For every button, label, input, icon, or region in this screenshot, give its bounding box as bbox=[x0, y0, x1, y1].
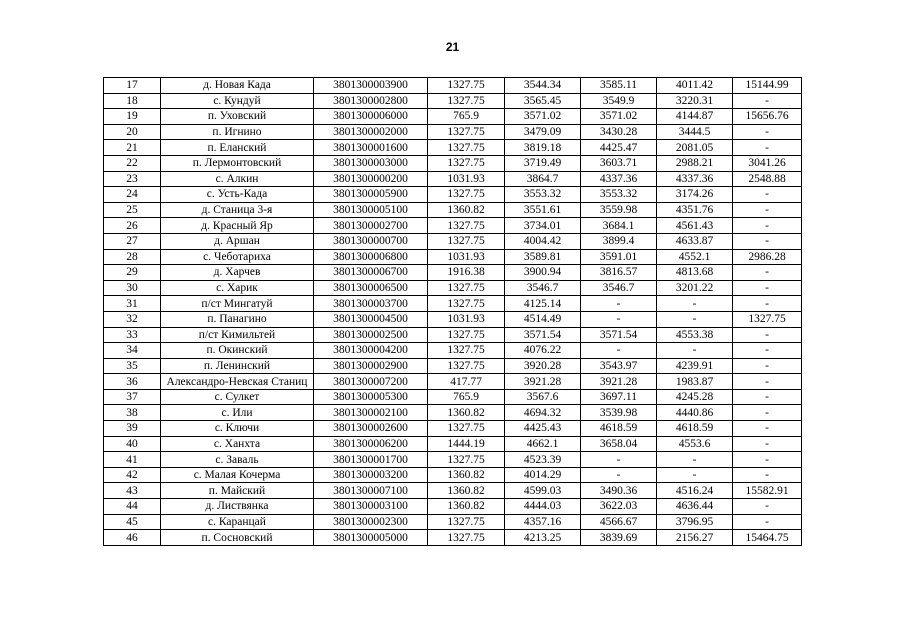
value-cell-4: - bbox=[657, 311, 733, 327]
row-number-cell: 39 bbox=[104, 421, 161, 437]
value-cell-5: - bbox=[733, 187, 802, 203]
value-cell-1: 1327.75 bbox=[428, 140, 505, 156]
settlement-name-cell: с. Ключи bbox=[161, 421, 314, 437]
row-number-cell: 27 bbox=[104, 233, 161, 249]
value-cell-2: 3567.6 bbox=[505, 389, 581, 405]
value-cell-3: 3571.54 bbox=[581, 327, 657, 343]
value-cell-1: 1916.38 bbox=[428, 265, 505, 281]
code-cell: 3801300003100 bbox=[314, 499, 428, 515]
table-row bbox=[104, 327, 802, 343]
value-cell-2: 3589.81 bbox=[505, 249, 581, 265]
value-cell-3: 4337.36 bbox=[581, 171, 657, 187]
row-number-cell: 37 bbox=[104, 389, 161, 405]
value-cell-1: 1327.75 bbox=[428, 452, 505, 468]
value-cell-2: 3900.94 bbox=[505, 265, 581, 281]
code-cell: 3801300003700 bbox=[314, 296, 428, 312]
value-cell-5: 15464.75 bbox=[733, 530, 802, 546]
code-cell: 3801300000700 bbox=[314, 233, 428, 249]
value-cell-2: 4425.43 bbox=[505, 421, 581, 437]
table-row bbox=[104, 218, 802, 234]
value-cell-4: 4553.6 bbox=[657, 436, 733, 452]
value-cell-2: 4357.16 bbox=[505, 514, 581, 530]
value-cell-2: 3551.61 bbox=[505, 202, 581, 218]
value-cell-4: 4516.24 bbox=[657, 483, 733, 499]
code-cell: 3801300004500 bbox=[314, 311, 428, 327]
value-cell-1: 1031.93 bbox=[428, 311, 505, 327]
value-cell-4: 3796.95 bbox=[657, 514, 733, 530]
row-number-cell: 20 bbox=[104, 124, 161, 140]
table-row bbox=[104, 124, 802, 140]
value-cell-1: 1327.75 bbox=[428, 155, 505, 171]
settlement-name-cell: п. Сосновский bbox=[161, 530, 314, 546]
value-cell-1: 765.9 bbox=[428, 109, 505, 125]
value-cell-5: - bbox=[733, 358, 802, 374]
value-cell-5: - bbox=[733, 140, 802, 156]
settlement-name-cell: д. Новая Када bbox=[161, 78, 314, 94]
value-cell-1: 1327.75 bbox=[428, 233, 505, 249]
table-row bbox=[104, 296, 802, 312]
value-cell-3: 3684.1 bbox=[581, 218, 657, 234]
value-cell-2: 4523.39 bbox=[505, 452, 581, 468]
value-cell-5: - bbox=[733, 93, 802, 109]
value-cell-4: 2988.21 bbox=[657, 155, 733, 171]
value-cell-4: 4239.91 bbox=[657, 358, 733, 374]
table-row bbox=[104, 265, 802, 281]
value-cell-1: 1327.75 bbox=[428, 218, 505, 234]
row-number-cell: 36 bbox=[104, 374, 161, 390]
value-cell-1: 1444.19 bbox=[428, 436, 505, 452]
row-number-cell: 26 bbox=[104, 218, 161, 234]
value-cell-1: 1360.82 bbox=[428, 499, 505, 515]
settlement-name-cell: п. Уховский bbox=[161, 109, 314, 125]
value-cell-5: 2548.88 bbox=[733, 171, 802, 187]
code-cell: 3801300001600 bbox=[314, 140, 428, 156]
code-cell: 3801300005300 bbox=[314, 389, 428, 405]
table-row bbox=[104, 233, 802, 249]
table-row bbox=[104, 140, 802, 156]
value-cell-5: 15144.99 bbox=[733, 78, 802, 94]
value-cell-4: 4633.87 bbox=[657, 233, 733, 249]
settlement-name-cell: п/ст Кимильтей bbox=[161, 327, 314, 343]
value-cell-4: 4351.76 bbox=[657, 202, 733, 218]
settlement-name-cell: с. Харик bbox=[161, 280, 314, 296]
value-cell-2: 4004.42 bbox=[505, 233, 581, 249]
value-cell-3: 3899.4 bbox=[581, 233, 657, 249]
code-cell: 3801300001700 bbox=[314, 452, 428, 468]
value-cell-2: 4014.29 bbox=[505, 467, 581, 483]
value-cell-3: 4425.47 bbox=[581, 140, 657, 156]
value-cell-4: - bbox=[657, 467, 733, 483]
value-cell-4: 4144.87 bbox=[657, 109, 733, 125]
value-cell-5: 1327.75 bbox=[733, 311, 802, 327]
value-cell-2: 3819.18 bbox=[505, 140, 581, 156]
value-cell-5: - bbox=[733, 452, 802, 468]
value-cell-2: 3553.32 bbox=[505, 187, 581, 203]
row-number-cell: 25 bbox=[104, 202, 161, 218]
value-cell-3: - bbox=[581, 467, 657, 483]
settlement-name-cell: п. Игнино bbox=[161, 124, 314, 140]
value-cell-3: 3543.97 bbox=[581, 358, 657, 374]
value-cell-2: 4662.1 bbox=[505, 436, 581, 452]
value-cell-5: - bbox=[733, 280, 802, 296]
settlement-name-cell: с. Алкин bbox=[161, 171, 314, 187]
code-cell: 3801300006200 bbox=[314, 436, 428, 452]
value-cell-2: 3921.28 bbox=[505, 374, 581, 390]
value-cell-1: 1031.93 bbox=[428, 249, 505, 265]
value-cell-1: 1360.82 bbox=[428, 467, 505, 483]
code-cell: 3801300007100 bbox=[314, 483, 428, 499]
row-number-cell: 40 bbox=[104, 436, 161, 452]
value-cell-3: 3697.11 bbox=[581, 389, 657, 405]
value-cell-5: - bbox=[733, 218, 802, 234]
settlement-name-cell: д. Харчев bbox=[161, 265, 314, 281]
table-row bbox=[104, 499, 802, 515]
settlement-name-cell: с. Ханхта bbox=[161, 436, 314, 452]
code-cell: 3801300005900 bbox=[314, 187, 428, 203]
row-number-cell: 28 bbox=[104, 249, 161, 265]
value-cell-1: 1327.75 bbox=[428, 421, 505, 437]
row-number-cell: 29 bbox=[104, 265, 161, 281]
row-number-cell: 41 bbox=[104, 452, 161, 468]
row-number-cell: 35 bbox=[104, 358, 161, 374]
value-cell-3: 3816.57 bbox=[581, 265, 657, 281]
code-cell: 3801300006500 bbox=[314, 280, 428, 296]
value-cell-4: 4636.44 bbox=[657, 499, 733, 515]
page-number: 21 bbox=[445, 40, 460, 54]
value-cell-2: 4076.22 bbox=[505, 343, 581, 359]
value-cell-3: 3553.32 bbox=[581, 187, 657, 203]
table-row bbox=[104, 452, 802, 468]
value-cell-3: 3490.36 bbox=[581, 483, 657, 499]
value-cell-2: 4514.49 bbox=[505, 311, 581, 327]
settlement-name-cell: д. Красный Яр bbox=[161, 218, 314, 234]
value-cell-3: 4566.67 bbox=[581, 514, 657, 530]
value-cell-5: - bbox=[733, 296, 802, 312]
value-cell-3: 3571.02 bbox=[581, 109, 657, 125]
value-cell-1: 765.9 bbox=[428, 389, 505, 405]
value-cell-3: 3585.11 bbox=[581, 78, 657, 94]
value-cell-1: 1360.82 bbox=[428, 483, 505, 499]
row-number-cell: 18 bbox=[104, 93, 161, 109]
value-cell-4: - bbox=[657, 343, 733, 359]
table-row bbox=[104, 280, 802, 296]
value-cell-1: 1327.75 bbox=[428, 530, 505, 546]
value-cell-5: - bbox=[733, 343, 802, 359]
code-cell: 3801300002000 bbox=[314, 124, 428, 140]
code-cell: 3801300003200 bbox=[314, 467, 428, 483]
value-cell-4: 4245.28 bbox=[657, 389, 733, 405]
value-cell-2: 3719.49 bbox=[505, 155, 581, 171]
value-cell-1: 1327.75 bbox=[428, 358, 505, 374]
row-number-cell: 30 bbox=[104, 280, 161, 296]
settlement-name-cell: Александро-Невская Станиц bbox=[161, 374, 314, 390]
value-cell-5: - bbox=[733, 514, 802, 530]
value-cell-4: 4440.86 bbox=[657, 405, 733, 421]
value-cell-4: 3201.22 bbox=[657, 280, 733, 296]
code-cell: 3801300000200 bbox=[314, 171, 428, 187]
code-cell: 3801300002800 bbox=[314, 93, 428, 109]
settlement-name-cell: с. Сулкет bbox=[161, 389, 314, 405]
value-cell-1: 1327.75 bbox=[428, 78, 505, 94]
table-row bbox=[104, 155, 802, 171]
value-cell-3: - bbox=[581, 452, 657, 468]
value-cell-4: 2081.05 bbox=[657, 140, 733, 156]
value-cell-4: 4337.36 bbox=[657, 171, 733, 187]
table-row bbox=[104, 467, 802, 483]
table-row bbox=[104, 343, 802, 359]
settlement-name-cell: п. Окинский bbox=[161, 343, 314, 359]
value-cell-3: - bbox=[581, 343, 657, 359]
table-row bbox=[104, 436, 802, 452]
settlement-name-cell: п. Еланский bbox=[161, 140, 314, 156]
value-cell-4: 4618.59 bbox=[657, 421, 733, 437]
value-cell-5: 3041.26 bbox=[733, 155, 802, 171]
value-cell-4: - bbox=[657, 296, 733, 312]
value-cell-5: - bbox=[733, 233, 802, 249]
settlement-name-cell: д. Листвянка bbox=[161, 499, 314, 515]
value-cell-4: 3174.26 bbox=[657, 187, 733, 203]
row-number-cell: 45 bbox=[104, 514, 161, 530]
value-cell-1: 1327.75 bbox=[428, 514, 505, 530]
table-body bbox=[104, 78, 802, 546]
value-cell-4: 4553.38 bbox=[657, 327, 733, 343]
value-cell-1: 1327.75 bbox=[428, 280, 505, 296]
table-row bbox=[104, 78, 802, 94]
value-cell-5: 2986.28 bbox=[733, 249, 802, 265]
code-cell: 3801300002700 bbox=[314, 218, 428, 234]
settlement-name-cell: с. Кундуй bbox=[161, 93, 314, 109]
code-cell: 3801300003000 bbox=[314, 155, 428, 171]
settlement-name-cell: с. Малая Кочерма bbox=[161, 467, 314, 483]
code-cell: 3801300005100 bbox=[314, 202, 428, 218]
value-cell-5: 15582.91 bbox=[733, 483, 802, 499]
value-cell-5: - bbox=[733, 265, 802, 281]
value-cell-3: 4618.59 bbox=[581, 421, 657, 437]
table-row bbox=[104, 374, 802, 390]
value-cell-1: 1327.75 bbox=[428, 296, 505, 312]
settlement-name-cell: с. Заваль bbox=[161, 452, 314, 468]
row-number-cell: 46 bbox=[104, 530, 161, 546]
table-row bbox=[104, 530, 802, 546]
value-cell-4: 4011.42 bbox=[657, 78, 733, 94]
value-cell-3: 3559.98 bbox=[581, 202, 657, 218]
row-number-cell: 23 bbox=[104, 171, 161, 187]
table-row bbox=[104, 358, 802, 374]
value-cell-3: - bbox=[581, 296, 657, 312]
settlement-name-cell: с. Чеботариха bbox=[161, 249, 314, 265]
table-row bbox=[104, 421, 802, 437]
value-cell-4: 4552.1 bbox=[657, 249, 733, 265]
row-number-cell: 17 bbox=[104, 78, 161, 94]
value-cell-3: 3430.28 bbox=[581, 124, 657, 140]
value-cell-5: - bbox=[733, 499, 802, 515]
settlement-name-cell: п. Панагино bbox=[161, 311, 314, 327]
code-cell: 3801300002600 bbox=[314, 421, 428, 437]
value-cell-2: 3571.54 bbox=[505, 327, 581, 343]
value-cell-1: 1031.93 bbox=[428, 171, 505, 187]
table-row bbox=[104, 483, 802, 499]
value-cell-2: 3864.7 bbox=[505, 171, 581, 187]
value-cell-5: - bbox=[733, 421, 802, 437]
value-cell-1: 417.77 bbox=[428, 374, 505, 390]
value-cell-3: 3839.69 bbox=[581, 530, 657, 546]
settlement-name-cell: п. Лермонтовский bbox=[161, 155, 314, 171]
table-row bbox=[104, 311, 802, 327]
value-cell-5: - bbox=[733, 436, 802, 452]
value-cell-3: 3658.04 bbox=[581, 436, 657, 452]
value-cell-1: 1360.82 bbox=[428, 405, 505, 421]
row-number-cell: 33 bbox=[104, 327, 161, 343]
row-number-cell: 22 bbox=[104, 155, 161, 171]
code-cell: 3801300002300 bbox=[314, 514, 428, 530]
settlement-name-cell: д. Аршан bbox=[161, 233, 314, 249]
value-cell-2: 3546.7 bbox=[505, 280, 581, 296]
settlement-name-cell: п. Майский bbox=[161, 483, 314, 499]
value-cell-3: 3921.28 bbox=[581, 374, 657, 390]
value-cell-1: 1327.75 bbox=[428, 124, 505, 140]
settlement-name-cell: с. Или bbox=[161, 405, 314, 421]
value-cell-5: - bbox=[733, 405, 802, 421]
code-cell: 3801300006000 bbox=[314, 109, 428, 125]
row-number-cell: 32 bbox=[104, 311, 161, 327]
value-cell-2: 3544.34 bbox=[505, 78, 581, 94]
value-cell-2: 4694.32 bbox=[505, 405, 581, 421]
table-row bbox=[104, 514, 802, 530]
table-row bbox=[104, 202, 802, 218]
value-cell-3: - bbox=[581, 311, 657, 327]
settlement-name-cell: п. Ленинский bbox=[161, 358, 314, 374]
row-number-cell: 42 bbox=[104, 467, 161, 483]
table-row bbox=[104, 405, 802, 421]
value-cell-2: 3920.28 bbox=[505, 358, 581, 374]
code-cell: 3801300002500 bbox=[314, 327, 428, 343]
value-cell-4: - bbox=[657, 452, 733, 468]
value-cell-4: 3444.5 bbox=[657, 124, 733, 140]
value-cell-2: 3479.09 bbox=[505, 124, 581, 140]
value-cell-4: 1983.87 bbox=[657, 374, 733, 390]
code-cell: 3801300003900 bbox=[314, 78, 428, 94]
row-number-cell: 31 bbox=[104, 296, 161, 312]
row-number-cell: 44 bbox=[104, 499, 161, 515]
row-number-cell: 21 bbox=[104, 140, 161, 156]
code-cell: 3801300004200 bbox=[314, 343, 428, 359]
data-table bbox=[103, 77, 802, 546]
value-cell-3: 3546.7 bbox=[581, 280, 657, 296]
value-cell-5: - bbox=[733, 389, 802, 405]
value-cell-3: 3591.01 bbox=[581, 249, 657, 265]
row-number-cell: 24 bbox=[104, 187, 161, 203]
table-row bbox=[104, 187, 802, 203]
value-cell-1: 1327.75 bbox=[428, 187, 505, 203]
row-number-cell: 34 bbox=[104, 343, 161, 359]
value-cell-5: 15656.76 bbox=[733, 109, 802, 125]
table-row bbox=[104, 93, 802, 109]
value-cell-2: 4125.14 bbox=[505, 296, 581, 312]
code-cell: 3801300006700 bbox=[314, 265, 428, 281]
row-number-cell: 38 bbox=[104, 405, 161, 421]
row-number-cell: 19 bbox=[104, 109, 161, 125]
value-cell-4: 4813.68 bbox=[657, 265, 733, 281]
value-cell-2: 4444.03 bbox=[505, 499, 581, 515]
settlement-name-cell: с. Каранцай bbox=[161, 514, 314, 530]
value-cell-3: 3539.98 bbox=[581, 405, 657, 421]
value-cell-1: 1360.82 bbox=[428, 202, 505, 218]
value-cell-2: 3565.45 bbox=[505, 93, 581, 109]
value-cell-2: 4213.25 bbox=[505, 530, 581, 546]
value-cell-3: 3603.71 bbox=[581, 155, 657, 171]
settlement-name-cell: с. Усть-Када bbox=[161, 187, 314, 203]
row-number-cell: 43 bbox=[104, 483, 161, 499]
value-cell-1: 1327.75 bbox=[428, 93, 505, 109]
code-cell: 3801300007200 bbox=[314, 374, 428, 390]
value-cell-3: 3622.03 bbox=[581, 499, 657, 515]
table-row bbox=[104, 389, 802, 405]
value-cell-2: 3734.01 bbox=[505, 218, 581, 234]
value-cell-2: 3571.02 bbox=[505, 109, 581, 125]
value-cell-5: - bbox=[733, 374, 802, 390]
value-cell-5: - bbox=[733, 124, 802, 140]
table-row bbox=[104, 109, 802, 125]
value-cell-5: - bbox=[733, 327, 802, 343]
code-cell: 3801300002100 bbox=[314, 405, 428, 421]
value-cell-4: 2156.27 bbox=[657, 530, 733, 546]
code-cell: 3801300005000 bbox=[314, 530, 428, 546]
settlement-name-cell: д. Станица 3-я bbox=[161, 202, 314, 218]
code-cell: 3801300002900 bbox=[314, 358, 428, 374]
value-cell-2: 4599.03 bbox=[505, 483, 581, 499]
value-cell-1: 1327.75 bbox=[428, 343, 505, 359]
value-cell-4: 3220.31 bbox=[657, 93, 733, 109]
value-cell-5: - bbox=[733, 467, 802, 483]
settlement-name-cell: п/ст Мингатуй bbox=[161, 296, 314, 312]
value-cell-3: 3549.9 bbox=[581, 93, 657, 109]
value-cell-5: - bbox=[733, 202, 802, 218]
value-cell-1: 1327.75 bbox=[428, 327, 505, 343]
table-row bbox=[104, 249, 802, 265]
value-cell-4: 4561.43 bbox=[657, 218, 733, 234]
code-cell: 3801300006800 bbox=[314, 249, 428, 265]
table-row bbox=[104, 171, 802, 187]
